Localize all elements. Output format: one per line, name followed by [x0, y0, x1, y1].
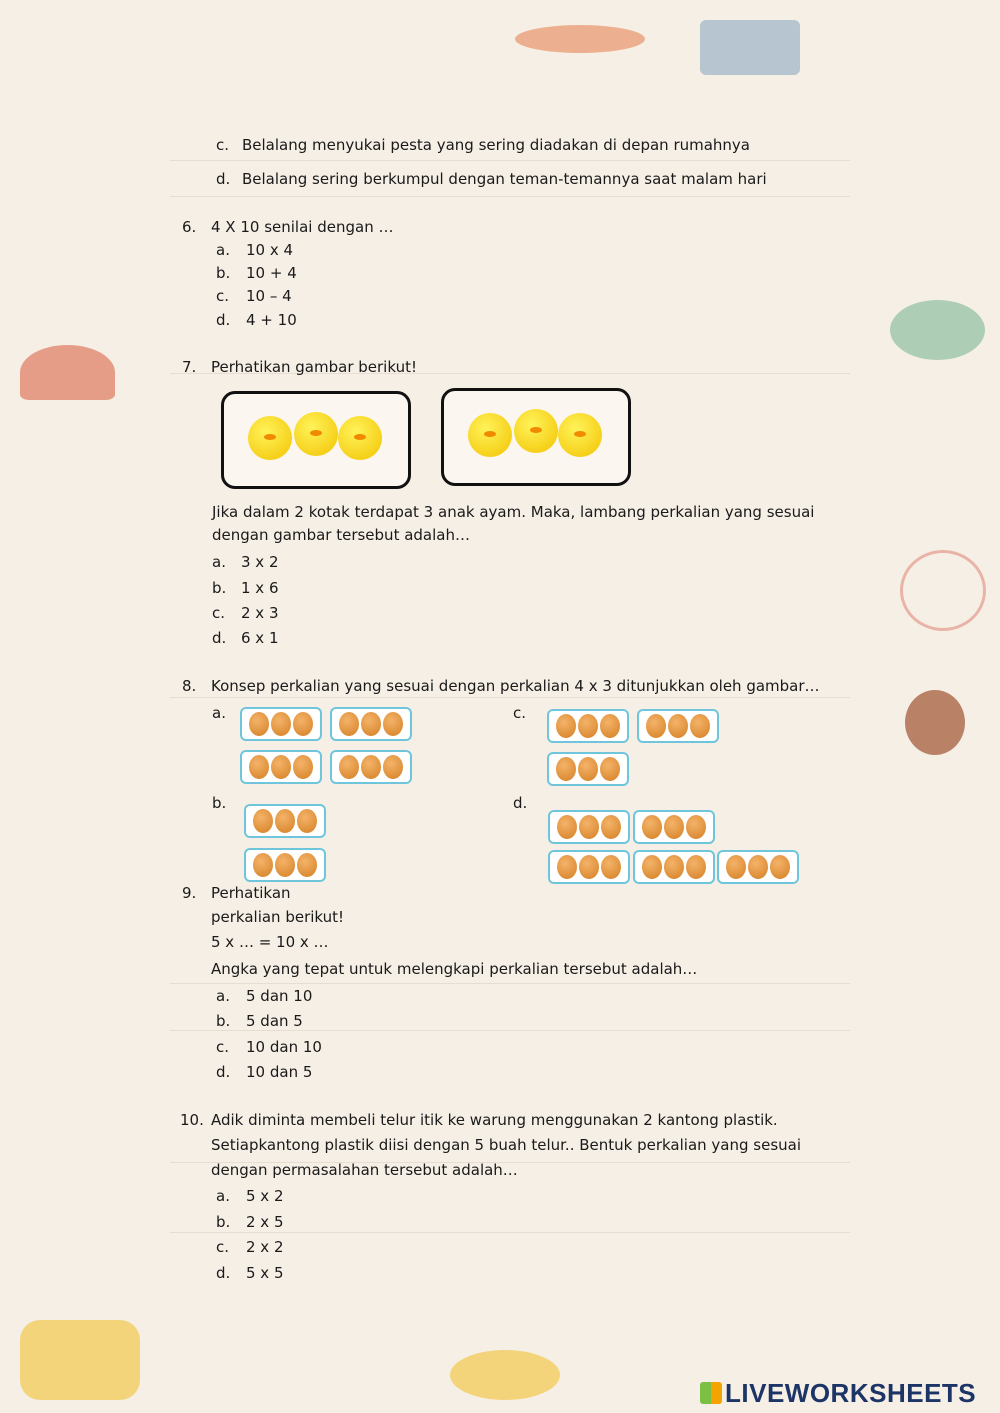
- live-badge-icon: [700, 1382, 722, 1404]
- egg-box: [330, 750, 412, 784]
- egg-box: [548, 810, 630, 844]
- option-label[interactable]: b.: [212, 794, 227, 812]
- egg-icon: [646, 714, 666, 738]
- egg-icon: [600, 714, 620, 738]
- egg-icon: [601, 815, 621, 839]
- question-text: perkalian berikut!: [211, 908, 345, 926]
- egg-box: [633, 850, 715, 884]
- option-text[interactable]: 10 – 4: [246, 287, 292, 305]
- egg-icon: [383, 755, 403, 779]
- chick-box: [221, 391, 411, 489]
- option-label[interactable]: b.: [216, 1012, 231, 1030]
- question-body: dengan gambar tersebut adalah…: [212, 526, 470, 544]
- egg-icon: [726, 855, 746, 879]
- chick-image: [514, 409, 558, 453]
- egg-icon: [770, 855, 790, 879]
- option-text[interactable]: 4 + 10: [246, 311, 297, 329]
- option-label[interactable]: c.: [212, 604, 226, 622]
- egg-icon: [642, 815, 662, 839]
- egg-icon: [601, 855, 621, 879]
- option-label[interactable]: b.: [216, 264, 231, 282]
- option-text[interactable]: 5 x 5: [246, 1264, 284, 1282]
- question-text: Perhatikan: [211, 884, 291, 902]
- question-body: Jika dalam 2 kotak terdapat 3 anak ayam. Maka, lambang perkalian yang sesuai: [212, 503, 815, 521]
- option-label[interactable]: a.: [216, 1187, 230, 1205]
- option-label[interactable]: a.: [212, 553, 226, 571]
- egg-box: [547, 709, 629, 743]
- egg-icon: [664, 815, 684, 839]
- envelope-decoration: [700, 20, 800, 75]
- option-label: c.: [216, 136, 230, 154]
- box-decoration: [20, 1320, 140, 1400]
- egg-icon: [556, 757, 576, 781]
- egg-icon: [557, 815, 577, 839]
- option-text[interactable]: 2 x 5: [246, 1213, 284, 1231]
- question-text: Konsep perkalian yang sesuai dengan perkalian 4 x 3 ditunjukkan oleh gambar…: [211, 677, 820, 695]
- egg-box: [633, 810, 715, 844]
- option-text[interactable]: 3 x 2: [241, 553, 279, 571]
- egg-icon: [690, 714, 710, 738]
- egg-icon: [557, 855, 577, 879]
- chick-image: [558, 413, 602, 457]
- egg-icon: [556, 714, 576, 738]
- option-text[interactable]: 2 x 3: [241, 604, 279, 622]
- egg-box: [244, 804, 326, 838]
- option-label[interactable]: b.: [216, 1213, 231, 1231]
- egg-icon: [297, 853, 317, 877]
- option-label[interactable]: a.: [216, 241, 230, 259]
- egg-icon: [383, 712, 403, 736]
- egg-icon: [579, 815, 599, 839]
- option-label[interactable]: c.: [216, 287, 230, 305]
- egg-icon: [686, 855, 706, 879]
- option-text[interactable]: 1 x 6: [241, 579, 279, 597]
- question-number: 9.: [182, 884, 197, 902]
- option-text[interactable]: 5 dan 10: [246, 987, 313, 1005]
- egg-icon: [600, 757, 620, 781]
- egg-icon: [253, 809, 273, 833]
- egg-box: [548, 850, 630, 884]
- egg-icon: [668, 714, 688, 738]
- egg-box: [240, 707, 322, 741]
- option-label[interactable]: a.: [216, 987, 230, 1005]
- chick-image: [468, 413, 512, 457]
- egg-icon: [642, 855, 662, 879]
- question-body: dengan permasalahan tersebut adalah…: [211, 1161, 518, 1179]
- egg-box: [244, 848, 326, 882]
- acorn-decoration: [905, 690, 965, 755]
- option-text[interactable]: 10 dan 10: [246, 1038, 322, 1056]
- egg-icon: [249, 755, 269, 779]
- egg-icon: [578, 714, 598, 738]
- option-text[interactable]: Belalang sering berkumpul dengan teman-temannya saat malam hari: [242, 170, 767, 188]
- option-text[interactable]: Belalang menyukai pesta yang sering diadakan di depan rumahnya: [242, 136, 751, 154]
- egg-box: [637, 709, 719, 743]
- heart-decoration: [900, 550, 986, 631]
- option-label[interactable]: d.: [216, 1063, 231, 1081]
- egg-icon: [275, 809, 295, 833]
- egg-icon: [297, 809, 317, 833]
- option-text[interactable]: 2 x 2: [246, 1238, 284, 1256]
- option-text[interactable]: 6 x 1: [241, 629, 279, 647]
- option-label[interactable]: d.: [513, 794, 528, 812]
- option-label[interactable]: d.: [216, 1264, 231, 1282]
- egg-icon: [339, 755, 359, 779]
- egg-icon: [293, 755, 313, 779]
- question-number: 10.: [180, 1111, 204, 1129]
- egg-icon: [271, 755, 291, 779]
- egg-icon: [664, 855, 684, 879]
- question-text: Perhatikan gambar berikut!: [211, 358, 417, 376]
- egg-icon: [686, 815, 706, 839]
- egg-box: [330, 707, 412, 741]
- egg-icon: [748, 855, 768, 879]
- egg-box: [717, 850, 799, 884]
- chick-image: [294, 412, 338, 456]
- option-label[interactable]: b.: [212, 579, 227, 597]
- chick-box: [441, 388, 631, 486]
- egg-icon: [578, 757, 598, 781]
- option-label[interactable]: d.: [216, 311, 231, 329]
- option-text[interactable]: 5 x 2: [246, 1187, 284, 1205]
- egg-icon: [339, 712, 359, 736]
- brand-text: LIVEWORKSHEETS: [725, 1378, 977, 1408]
- egg-box: [240, 750, 322, 784]
- option-text[interactable]: 10 dan 5: [246, 1063, 313, 1081]
- question-number: 8.: [182, 677, 197, 695]
- question-text: 4 X 10 senilai dengan …: [211, 218, 394, 236]
- option-label[interactable]: c.: [216, 1038, 230, 1056]
- question-number: 7.: [182, 358, 197, 376]
- mushroom-decoration: [20, 345, 115, 400]
- bush-decoration: [890, 300, 985, 360]
- option-text[interactable]: 10 x 4: [246, 241, 294, 259]
- egg-icon: [579, 855, 599, 879]
- option-label[interactable]: d.: [212, 629, 227, 647]
- egg-icon: [253, 853, 273, 877]
- egg-icon: [249, 712, 269, 736]
- question-body: Angka yang tepat untuk melengkapi perkalian tersebut adalah…: [211, 960, 698, 978]
- option-text[interactable]: 10 + 4: [246, 264, 297, 282]
- question-number: 6.: [182, 218, 197, 236]
- egg-icon: [361, 712, 381, 736]
- option-label: d.: [216, 170, 231, 188]
- option-label[interactable]: a.: [212, 704, 226, 722]
- chick-image: [338, 416, 382, 460]
- egg-icon: [271, 712, 291, 736]
- question-body: Adik diminta membeli telur itik ke warung menggunakan 2 kantong plastik.: [211, 1111, 778, 1129]
- egg-box: [547, 752, 629, 786]
- question-body: Setiapkantong plastik diisi dengan 5 buah telur.. Bentuk perkalian yang sesuai: [211, 1136, 802, 1154]
- option-text[interactable]: 5 dan 5: [246, 1012, 303, 1030]
- option-label[interactable]: c.: [513, 704, 527, 722]
- liveworksheets-logo[interactable]: [700, 1378, 976, 1409]
- egg-icon: [361, 755, 381, 779]
- option-label[interactable]: c.: [216, 1238, 230, 1256]
- chick-image: [248, 416, 292, 460]
- egg-icon: [275, 853, 295, 877]
- blob-decoration: [450, 1350, 560, 1400]
- egg-icon: [293, 712, 313, 736]
- stone-decoration: [515, 25, 645, 53]
- equation: 5 x … = 10 x …: [211, 933, 329, 951]
